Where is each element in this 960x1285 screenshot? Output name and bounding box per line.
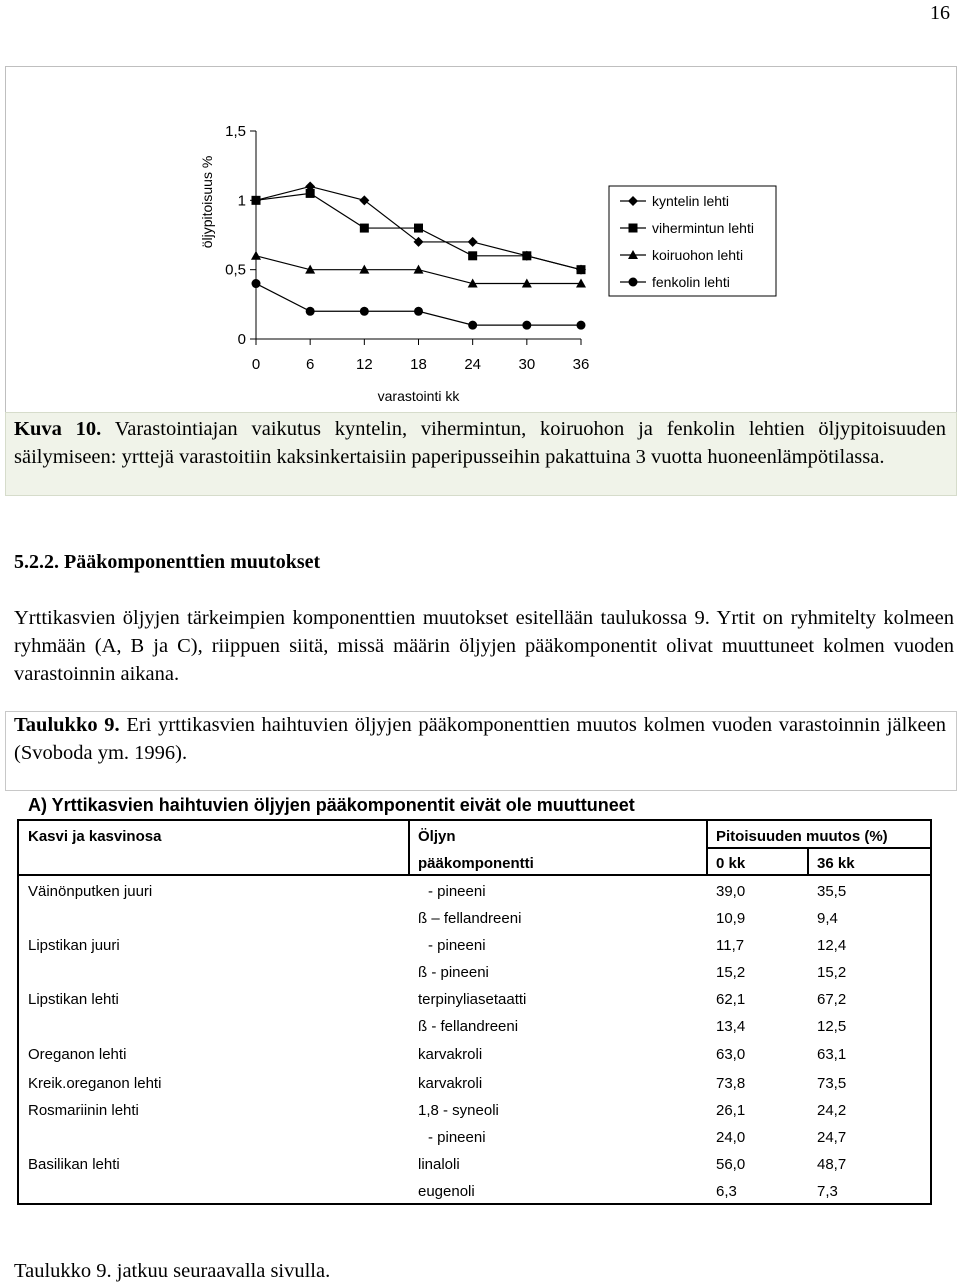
x-tick-label: 12 [355,356,373,373]
page-number: 16 [930,2,950,24]
series-line-4 [256,284,581,326]
table-row-value-36kk: 63,1 [817,1046,847,1063]
table-row-value-0kk: 56,0 [716,1156,746,1173]
legend-marker-circle [629,278,638,287]
data-point-diamond [359,195,369,205]
table-row-component: - pineeni [428,937,486,954]
table-row-plant: Rosmariinin lehti [28,1102,139,1119]
footer-note: Taulukko 9. jatkuu seuraavalla sivulla. [14,1260,331,1282]
y-tick-label: 0,5 [225,261,246,279]
table-row-component: 1,8 - syneoli [418,1102,499,1119]
table-row-component: ß – fellandreeni [418,910,522,927]
table-row-plant: Lipstikan lehti [28,991,119,1008]
table-row-value-0kk: 73,8 [716,1075,746,1092]
data-point-circle [252,279,261,288]
x-tick-label: 30 [518,356,536,373]
section-paragraph: Yrttikasvien öljyjen tärkeimpien komponenttien muutokset esitellään taulukossa 9. Yrtit on ryhmitelty kolmeen ryhmään (A, B ja C), riippuen siitä, missä määrin öljyjen pääkomponentit olivat muuttuneet kolmen vuoden varastoinnin aikana. [14,607,954,685]
table-row-value-0kk: 6,3 [716,1183,737,1200]
table-row-value-36kk: 48,7 [817,1156,847,1173]
legend-label: fenkolin lehti [652,274,730,290]
x-tick-label: 24 [464,356,482,373]
data-point-triangle [251,251,261,260]
table-row-value-0kk: 62,1 [716,991,746,1008]
header-divider [807,847,809,874]
header-plant: Kasvi ja kasvinosa [28,828,162,845]
header-divider [19,874,932,876]
data-point-circle [306,307,315,316]
table-row-value-36kk: 9,4 [817,910,838,927]
header-change: Pitoisuuden muutos (%) [716,828,888,845]
legend-label: kyntelin lehti [652,193,730,209]
data-point-square [522,251,531,260]
table-row-plant: Lipstikan juuri [28,937,120,954]
table-subheading: A) Yrttikasvien haihtuvien öljyjen pääkomponentit eivät ole muuttuneet [28,795,635,815]
section-heading: 5.2.2. Pääkomponenttien muutokset [14,551,321,573]
y-tick-label: 0 [237,331,246,348]
x-tick-label: 18 [410,356,427,373]
x-tick-label: 6 [305,356,315,373]
data-point-square [252,196,261,205]
legend-label: vihermintun lehti [652,220,754,236]
data-point-square [468,251,477,260]
table-row-value-0kk: 13,4 [716,1018,746,1035]
y-tick-label: 1,5 [225,123,246,140]
data-point-square [414,224,423,233]
table-row-component: karvakroli [418,1046,483,1063]
table-row-value-36kk: 12,4 [817,937,847,954]
table-row-value-36kk: 73,5 [817,1075,847,1092]
table-row-value-0kk: 15,2 [716,964,746,981]
table-row-value-36kk: 35,5 [817,883,847,900]
data-point-diamond [414,237,424,247]
data-point-circle [577,321,586,330]
table-row-plant: Basilikan lehti [28,1156,120,1173]
header-component: Öljyn [418,828,456,845]
header-0kk: 0 kk [716,855,746,872]
table-row-value-36kk: 24,2 [817,1102,847,1119]
table-row-component: karvakroli [418,1075,483,1092]
x-tick-label: 36 [572,356,590,373]
table-row-component: - pineeni [428,883,486,900]
table-row-plant: Väinönputken juuri [28,883,153,900]
table-row-component: linaloli [418,1156,460,1173]
table-row-component: eugenoli [418,1183,475,1200]
table-row-value-36kk: 24,7 [817,1129,847,1146]
table-row-value-0kk: 63,0 [716,1046,746,1063]
table-caption-label: Taulukko 9. [14,714,120,736]
table-row-value-0kk: 11,7 [716,937,745,954]
data-point-square [360,224,369,233]
data-point-circle [414,307,423,316]
chart-container [5,66,957,413]
table-row-value-36kk: 12,5 [817,1018,847,1035]
legend-marker-square [629,224,638,233]
table-row-value-0kk: 39,0 [716,883,746,900]
header-component-line2: pääkomponentti [418,855,534,872]
y-axis-label: öljypitoisuus % [199,155,215,249]
table-row-value-0kk: 26,1 [716,1102,746,1119]
data-table [17,819,932,1205]
data-point-square [577,265,586,274]
x-axis-label: varastointi kk [377,388,460,404]
figure-caption-label: Kuva 10. [14,418,102,440]
table-row-component: - pineeni [428,1129,486,1146]
table-row-value-0kk: 10,9 [716,910,746,927]
figure-caption-text: Varastointiajan vaikutus kyntelin, vihermintun, koiruohon ja fenkolin lehtien öljypitoisuuden säilymiseen: yrttejä varastoitiin kaksinkertaisiin paperipusseihin pakattuina 3 vuotta huoneenlämpötilassa. [14,418,946,468]
figure-caption [14,415,946,471]
table-row-value-36kk: 15,2 [817,964,847,981]
y-tick-label: 1 [237,192,246,210]
table-row-value-36kk: 7,3 [817,1183,838,1200]
table-row-component: ß - fellandreeni [418,1018,519,1035]
table-caption [14,711,946,767]
table-caption-text: Eri yrttikasvien haihtuvien öljyjen pääkomponenttien muutos kolmen vuoden varastoinnin jälkeen (Svoboda ym. 1996). [14,714,946,764]
header-36kk: 36 kk [817,855,855,872]
data-point-circle [468,321,477,330]
x-tick-label: 0 [251,356,261,373]
oil-content-line-chart [6,67,958,414]
data-point-circle [522,321,531,330]
table-row-component: ß - pineeni [418,964,489,981]
table-row-value-0kk: 24,0 [716,1129,746,1146]
table-row-plant: Oreganon lehti [28,1046,127,1063]
header-divider [706,847,932,849]
table-row-plant: Kreik.oreganon lehti [28,1075,162,1092]
data-point-diamond [468,237,478,247]
data-point-circle [360,307,369,316]
table-row-value-36kk: 67,2 [817,991,847,1008]
table-row-component: terpinyliasetaatti [418,991,527,1008]
legend-label: koiruohon lehti [652,247,744,263]
data-point-square [306,189,315,198]
header-divider [408,821,410,874]
